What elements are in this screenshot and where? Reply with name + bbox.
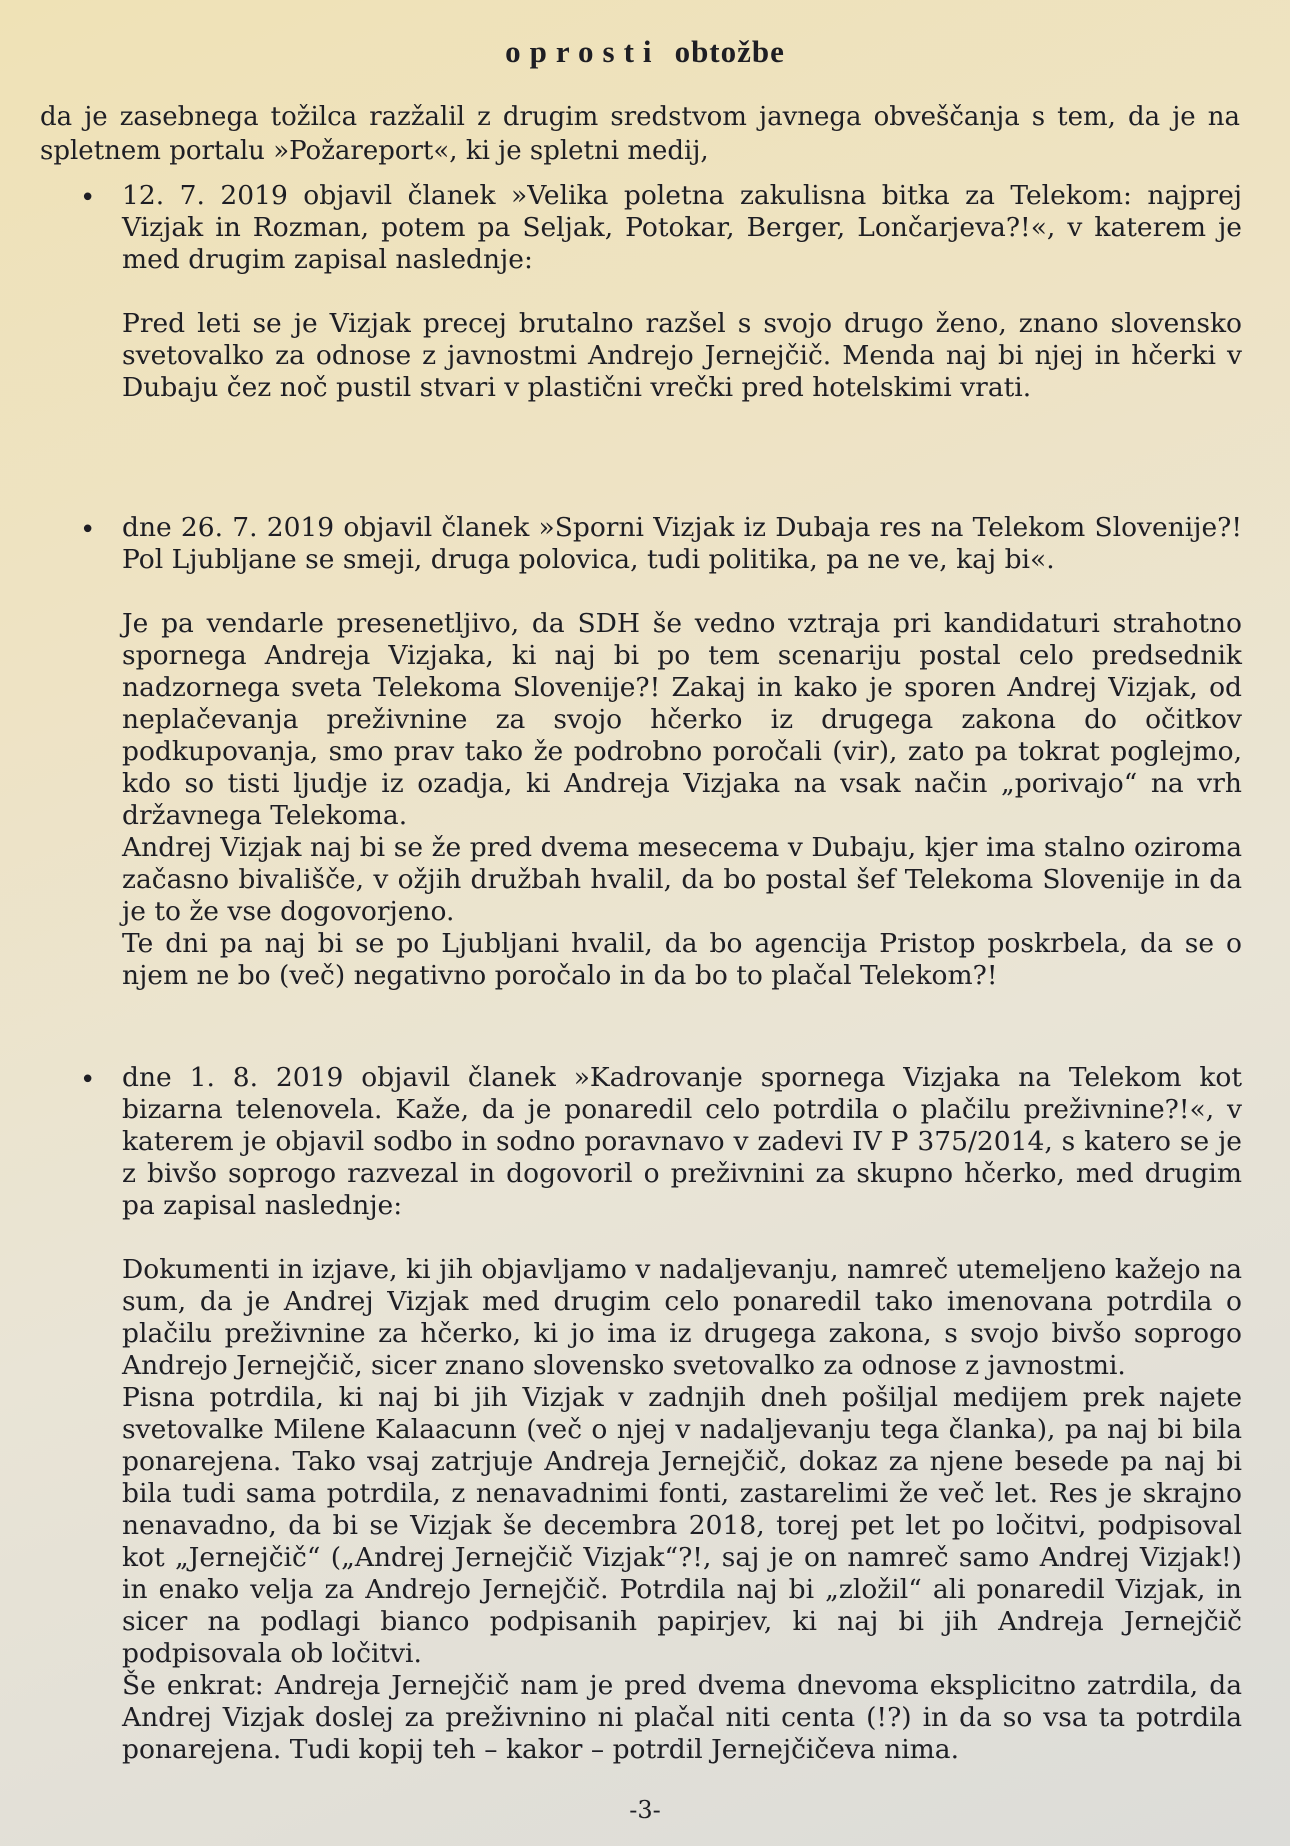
bullet: • <box>80 1065 96 1095</box>
bullet: • <box>80 515 96 545</box>
item-quote: Še enkrat: Andreja Jernejčič nam je pred dvema dnevoma eksplicitno zatrdila, da Andrej Vizjak doslej za preživnino ni plačal niti centa (!?) in da so vsa ta potrdila ponarejena. Tudi kopij teh – kakor – potrdil Jernejčičeva nima. <box>122 1670 1242 1765</box>
item-lead: 12. 7. 2019 objavil članek »Velika poletna zakulisna bitka za Telekom: najprej Vizjak in Rozman, potem pa Seljak, Potokar, Berger, Lončarjeva?!«, v katerem je med drugim zapisal naslednje: <box>122 180 1242 275</box>
page-number: -3- <box>629 1796 661 1824</box>
item-quote: Dokumenti in izjave, ki jih objavljamo v nadaljevanju, namreč utemeljeno kažejo na sum, da je Andrej Vizjak med drugim celo ponaredil tako imenovana potrdila o plačilu preživnine za hčerko, ki jo ima iz drugega zakona, s svojo bivšo soprogo Andrejo Jernejčič, sicer znano slovensko svetovalko za odnose z javnostmi. <box>122 1254 1242 1381</box>
item-quote: Je pa vendarle presenetljivo, da SDH še vedno vztraja pri kandidaturi strahotno spornega Andreja Vizjaka, ki naj bi po tem scenariju postal celo predsednik nadzornega sveta Telekoma Slovenije?! Zakaj in kako je sporen Andrej Vizjak, od neplačevanja preživnine za svojo hčerko iz drugega zakona do očitkov podkupovanja, smo prav tako že podrobno poročali (vir), zato pa tokrat poglejmo, kdo so tisti ljudje iz ozadja, ki Andreja Vizjaka na vsak način „porivajo“ na vrh državnega Telekoma. <box>122 608 1242 831</box>
heading-word-obtozbe: obtožbe <box>674 34 785 69</box>
item-quote: Pred leti se je Vizjak precej brutalno razšel s svojo drugo ženo, znano slovensko svetovalko za odnose z javnostmi Andrejo Jernejčič. Menda naj bi njej in hčerki v Dubaju čez noč pustil stvari v plastični vrečki pred hotelskimi vrati. <box>122 308 1242 403</box>
bullet: • <box>80 183 96 213</box>
item-quote: Pisna potrdila, ki naj bi jih Vizjak v zadnjih dneh pošiljal medijem prek najete svetovalke Milene Kalaacunn (več o njej v nadaljevanju tega članka), pa naj bi bila ponarejena. Tako vsaj zatrjuje Andreja Jernejčič, dokaz za njene besede pa naj bi bila tudi sama potrdila, z nenavadnimi fonti, zastarelimi že več let. Res je skrajno nenavadno, da bi se Vizjak še decembra 2018, torej pet let po ločitvi, podpisoval kot „Jernejčič“ („Andrej Jernejčič Vizjak“?!, saj je on namreč samo Andrej Vizjak!) in enako velja za Andrejo Jernejčič. Potrdila naj bi „zložil“ ali ponaredil Vizjak, in sicer na podlagi bianco podpisanih papirjev, ki naj bi jih Andreja Jernejčič podpisovala ob ločitvi. <box>122 1382 1242 1669</box>
item-quote: Te dni pa naj bi se po Ljubljani hvalil, da bo agencija Pristop poskrbela, da se o njem ne bo (več) negativno poročalo in da bo to plačal Telekom?! <box>122 928 1242 991</box>
page-heading <box>0 34 1290 70</box>
intro-paragraph: da je zasebnega tožilca razžalil z drugim sredstvom javnega obveščanja s tem, da je na spletnem portalu »Požareport«, ki je spletni medij, <box>40 102 1240 166</box>
item-lead: dne 26. 7. 2019 objavil članek »Sporni Vizjak iz Dubaja res na Telekom Slovenije?! Pol Ljubljane se smeji, druga polovica, tudi politika, pa ne ve, kaj bi«. <box>122 512 1242 575</box>
item-quote: Andrej Vizjak naj bi se že pred dvema mesecema v Dubaju, kjer ima stalno oziroma začasno bivališče, v ožjih družbah hvalil, da bo postal šef Telekoma Slovenije in da je to že vse dogovorjeno. <box>122 832 1242 927</box>
heading-word-oprosti: oprosti <box>505 34 661 69</box>
item-lead: dne 1. 8. 2019 objavil članek »Kadrovanje spornega Vizjaka na Telekom kot bizarna telenovela. Kaže, da je ponaredil celo potrdila o plačilu preživnine?!«, v katerem je objavil sodbo in sodno poravnavo v zadevi IV P 375/2014, s katero se je z bivšo soprogo razvezal in dogovoril o preživnini za skupno hčerko, med drugim pa zapisal naslednje: <box>122 1062 1242 1221</box>
